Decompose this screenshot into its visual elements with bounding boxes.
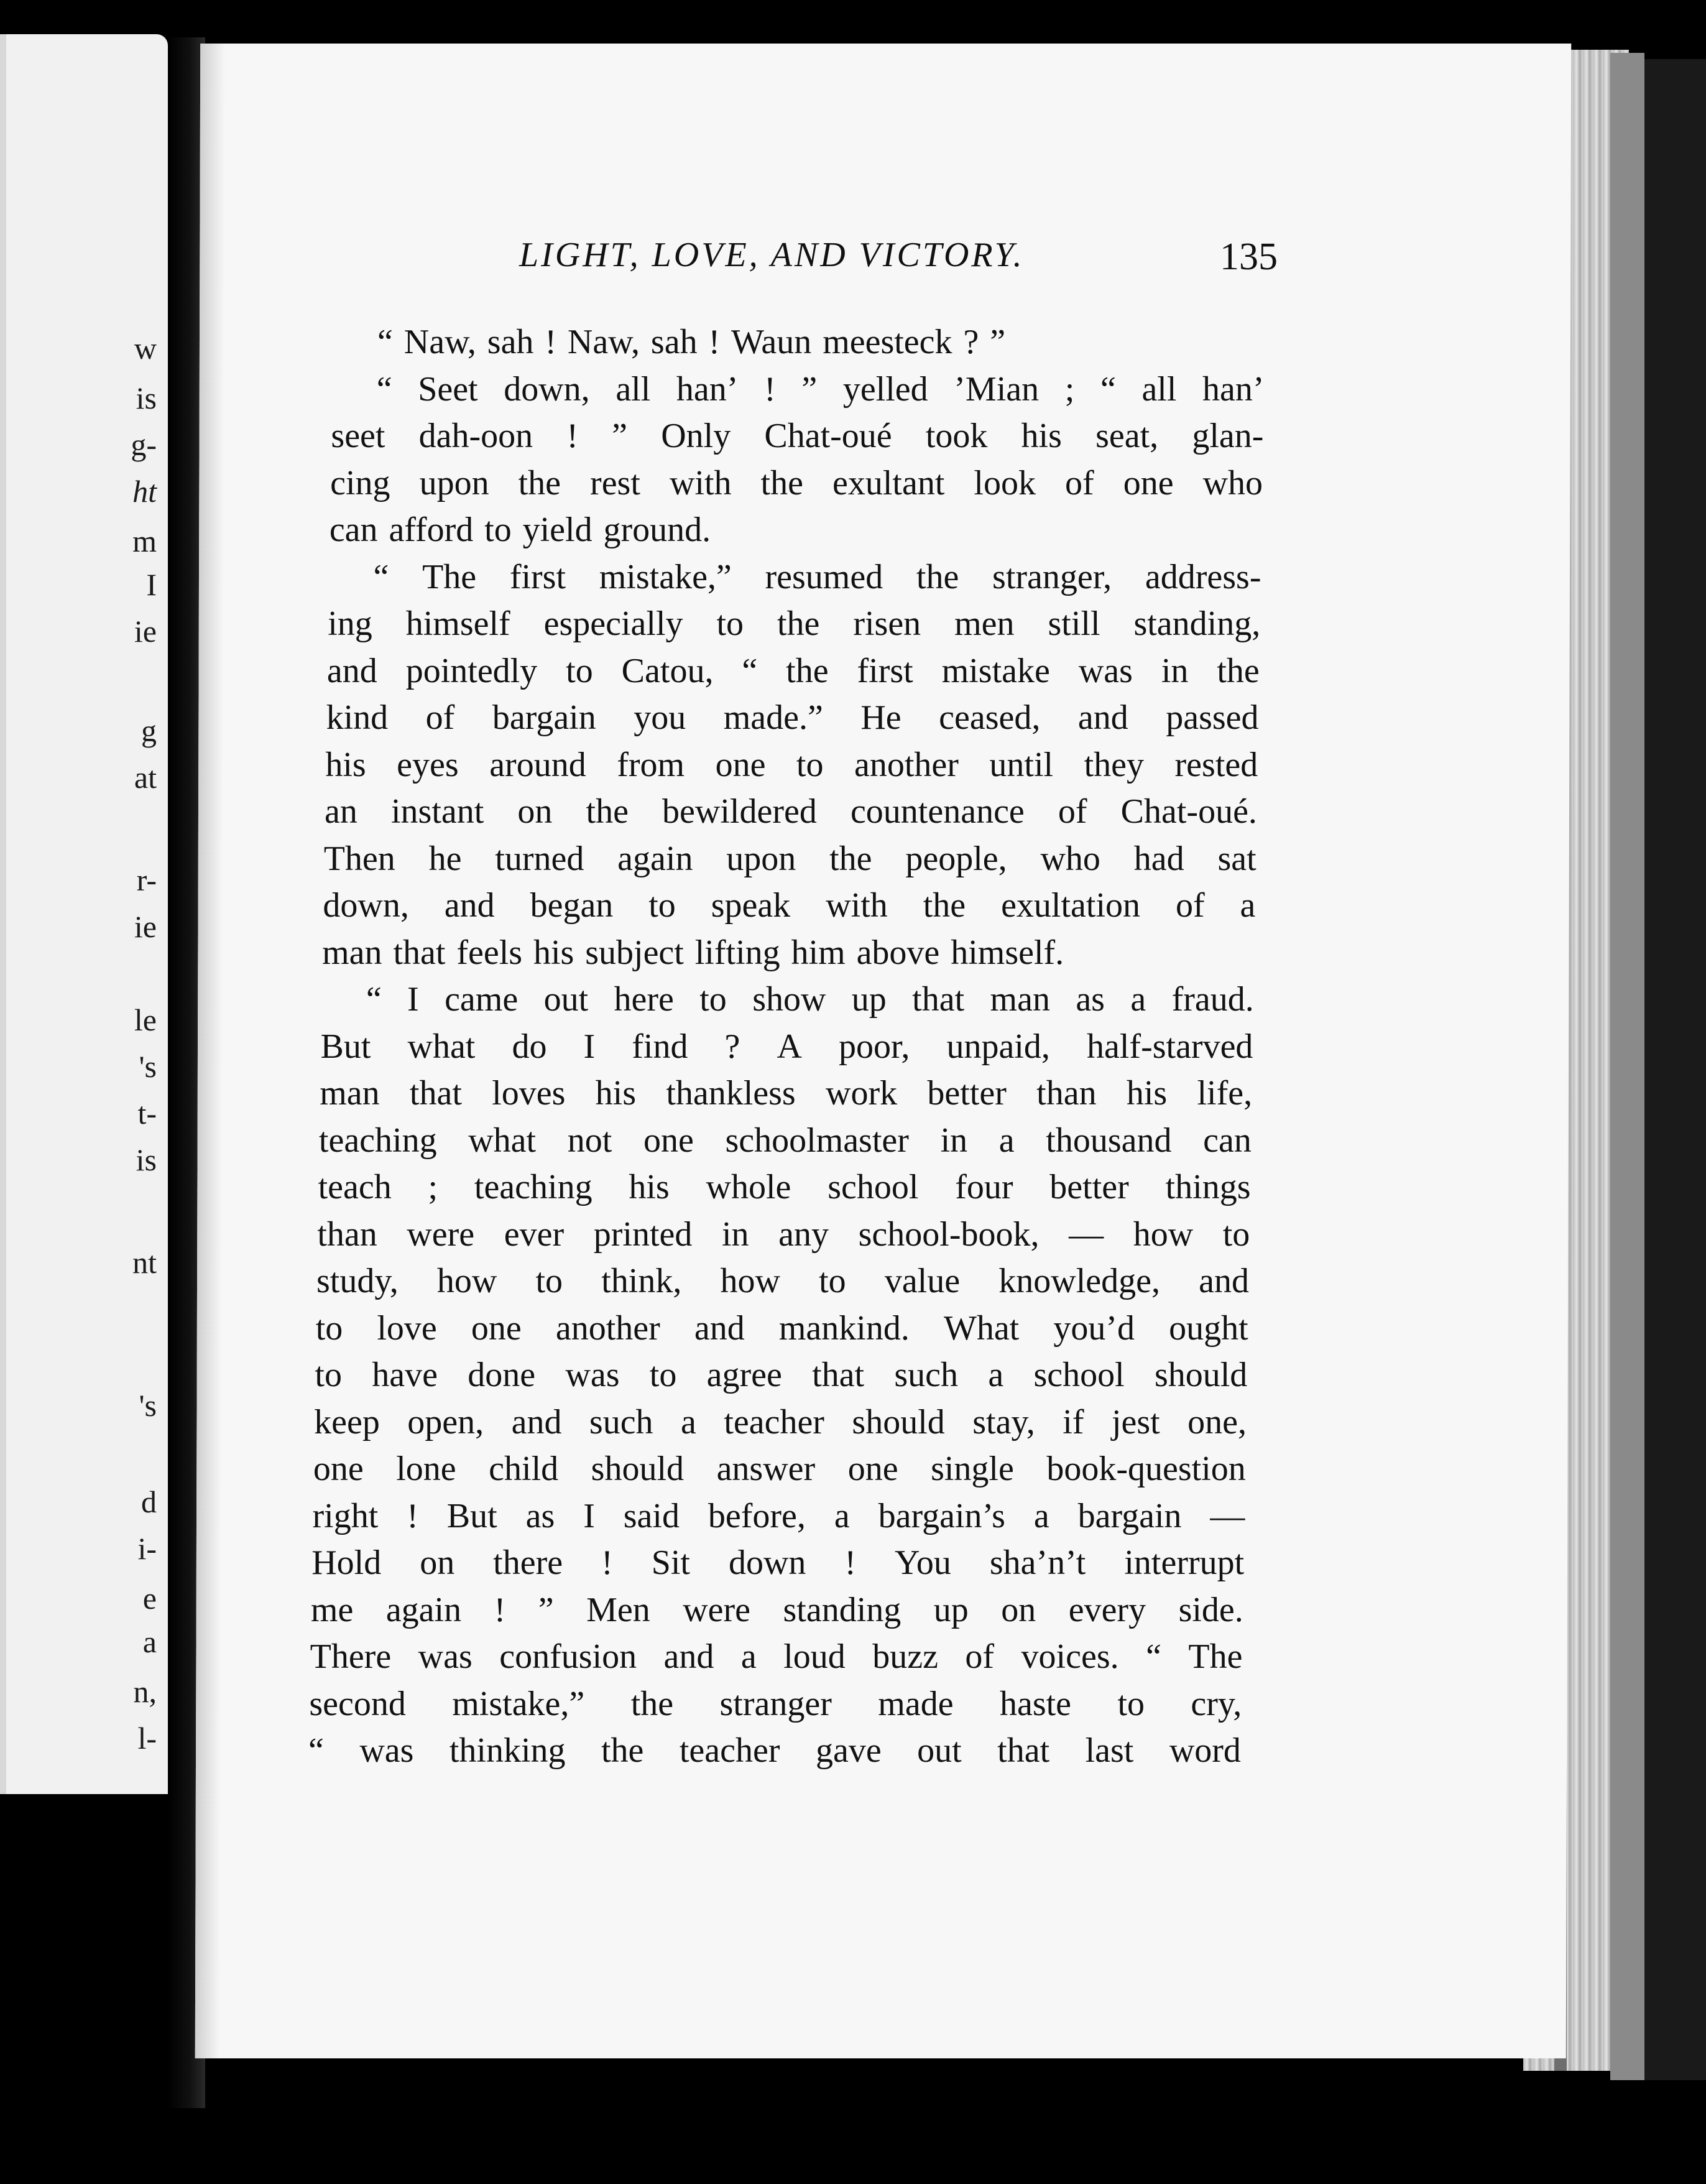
text-line: ing himself especially to the risen men still standing, bbox=[328, 604, 1261, 643]
text-line: than were ever printed in any school-book, — how to bbox=[317, 1215, 1250, 1254]
left-page-fragment-line: n, bbox=[133, 1674, 157, 1709]
text-line: to love one another and mankind. What you’d ought bbox=[315, 1308, 1248, 1348]
left-page-fragment-line: 's bbox=[139, 1388, 157, 1423]
left-page-fragment-line: is bbox=[136, 381, 157, 415]
text-line: down, and began to speak with the exultation of a bbox=[323, 886, 1256, 925]
text-line: to have done was to agree that such a school should bbox=[315, 1356, 1248, 1394]
text-line: Hold on there ! Sit down ! You sha’n’t interrupt bbox=[311, 1543, 1245, 1582]
text-line: But what do I find ? A poor, unpaid, half-starved bbox=[320, 1027, 1253, 1066]
left-page-fragment-line: m bbox=[132, 524, 157, 558]
left-page-fragment-line: g- bbox=[131, 427, 157, 462]
text-line: kind of bargain you made.” He ceased, and passed bbox=[326, 698, 1259, 737]
left-page-fragment-line: ie bbox=[134, 614, 157, 649]
book-cover-outer bbox=[1644, 59, 1706, 2080]
running-title: LIGHT, LOVE, AND VICTORY. bbox=[519, 236, 1025, 274]
text-line: Then he turned again upon the people, who had sat bbox=[323, 839, 1256, 878]
text-line: second mistake,” the stranger made haste to cry, bbox=[309, 1684, 1242, 1723]
text-line: can afford to yield ground. bbox=[329, 511, 711, 549]
text-line: his eyes around from one to another until they rested bbox=[325, 745, 1258, 784]
text-line: an instant on the bewildered countenance of Chat-oué. bbox=[325, 792, 1257, 831]
text-line: keep open, and such a teacher should stay, if jest one, bbox=[314, 1402, 1247, 1441]
running-head bbox=[519, 235, 1278, 279]
left-page-fragment-line: at bbox=[134, 760, 157, 795]
book-cover-edge bbox=[1610, 53, 1644, 2080]
left-page-fragment-line: l- bbox=[137, 1721, 157, 1756]
text-line: “ The first mistake,” resumed the stranger, address- bbox=[373, 557, 1261, 596]
text-line: “ Seet down, all han’ ! ” yelled ’Mian ; “ all han’ bbox=[376, 369, 1265, 409]
left-page-fragment bbox=[0, 34, 168, 1794]
text-line: and pointedly to Catou, “ the first mistake was in the bbox=[326, 651, 1260, 690]
text-line: man that loves his thankless work better than his life, bbox=[320, 1074, 1253, 1113]
text-line: seet dah-oon ! ” Only Chat-oué took his seat, glan- bbox=[331, 417, 1264, 455]
left-page-fragment-line: I bbox=[146, 567, 157, 602]
left-page-fragment-line: ht bbox=[132, 474, 157, 509]
text-line: me again ! ” Men were standing up on every side. bbox=[310, 1590, 1243, 1629]
text-line: one lone child should answer one single book-question bbox=[313, 1450, 1246, 1488]
text-line: study, how to think, how to value knowledge, and bbox=[316, 1262, 1249, 1300]
left-page-fragment-line: r- bbox=[136, 863, 157, 897]
left-page-fragment-line: i- bbox=[137, 1531, 157, 1566]
left-page-fragment-line: 's bbox=[139, 1049, 157, 1084]
text-line: teaching what not one schoolmaster in a thousand can bbox=[318, 1121, 1252, 1160]
left-page-fragment-line: g bbox=[141, 713, 157, 748]
left-page-fragment-line: a bbox=[142, 1624, 157, 1659]
left-page-fragment-line: t- bbox=[137, 1096, 157, 1131]
left-page-edge bbox=[0, 34, 6, 1794]
text-line: teach ; teaching his whole school four better things bbox=[318, 1168, 1251, 1206]
left-page-fragment-line: ie bbox=[134, 909, 157, 944]
left-page-fragment-line: is bbox=[136, 1142, 157, 1177]
left-page-fragment-line: d bbox=[141, 1484, 157, 1519]
text-line: cing upon the rest with the exultant look of one who bbox=[330, 463, 1263, 502]
left-page-fragment-line: le bbox=[134, 1002, 157, 1037]
page-number: 135 bbox=[1220, 236, 1278, 278]
text-line: right ! But as I said before, a bargain’s a bargain — bbox=[312, 1496, 1245, 1535]
text-line: There was confusion and a loud buzz of voices. “ The bbox=[310, 1637, 1243, 1676]
left-page-fragment-line: nt bbox=[132, 1245, 157, 1280]
left-page-fragment-line: w bbox=[134, 331, 157, 366]
body-text bbox=[308, 319, 1265, 1775]
text-line: “ I came out here to show up that man as a fraud. bbox=[366, 980, 1254, 1019]
text-line: “ Naw, sah ! Naw, sah ! Waun meesteck ? ” bbox=[377, 323, 1006, 361]
text-line: “ was thinking the teacher gave out that last word bbox=[308, 1731, 1241, 1770]
text-line: man that feels his subject lifting him above himself. bbox=[322, 933, 1064, 972]
left-page-fragment-line: e bbox=[142, 1581, 157, 1616]
